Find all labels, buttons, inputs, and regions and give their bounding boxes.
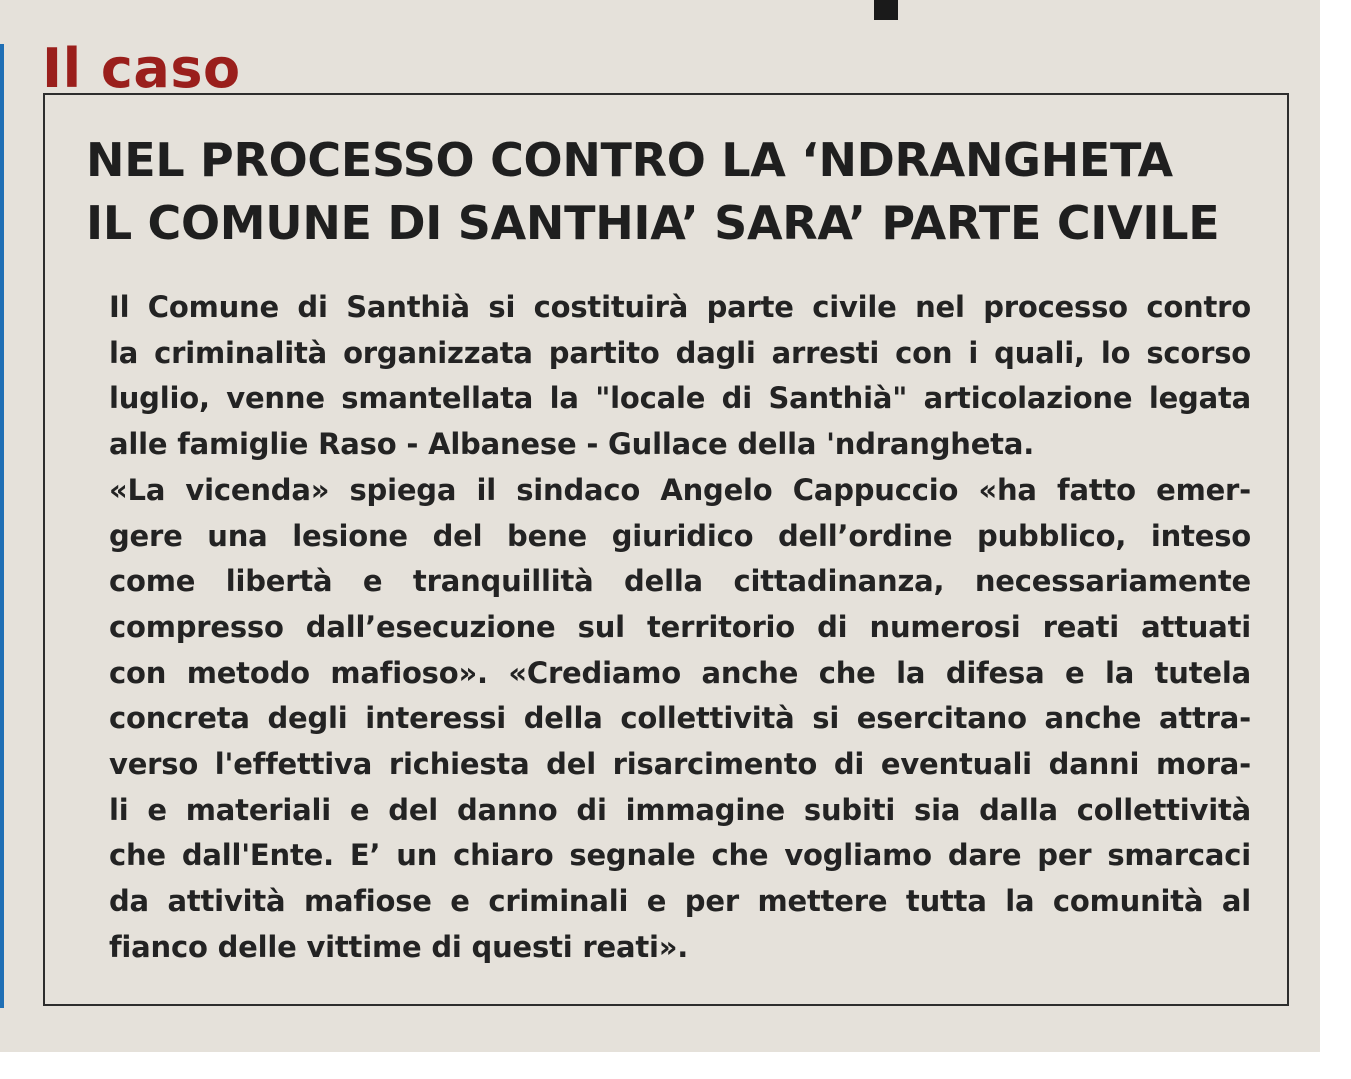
body-line: alle famiglie Raso - Albanese - Gullace della 'ndrangheta. <box>109 427 1035 462</box>
body-line: gere una lesione del bene giuridico dell’ordine pubblico, inteso <box>109 518 1251 553</box>
body-line: «La vicenda» spiega il sindaco Angelo Cappuccio «ha fatto emer- <box>109 472 1251 507</box>
article-headline <box>86 129 1219 255</box>
column-rule <box>0 44 4 1008</box>
body-line: compresso dall’esecuzione sul territorio di numerosi reati attuati <box>109 609 1251 644</box>
body-line: luglio, venne smantellata la "locale di Santhià" articolazione legata <box>109 381 1251 416</box>
body-line: che dall'Ente. E’ un chiaro segnale che vogliamo dare per smarcaci <box>109 838 1251 873</box>
headline-line: IL COMUNE DI SANTHIA’ SARA’ PARTE CIVILE <box>86 196 1220 250</box>
body-line: li e materiali e del danno di immagine subiti sia dalla collettività <box>109 792 1251 827</box>
section-kicker: Il caso <box>42 37 241 100</box>
body-line: la criminalità organizzata partito dagli arresti con i quali, lo scorso <box>109 335 1251 370</box>
body-line: con metodo mafioso». «Crediamo anche che la difesa e la tutela <box>109 655 1251 690</box>
body-line: verso l'effettiva richiesta del risarcimento di eventuali danni mora- <box>109 747 1251 782</box>
body-line: Il Comune di Santhià si costituirà parte civile nel processo contro <box>109 290 1251 324</box>
headline-line: NEL PROCESSO CONTRO LA ‘NDRANGHETA <box>86 133 1173 187</box>
top-edge-mark <box>874 0 898 20</box>
body-line: concreta degli interessi della collettività si esercitano anche attra- <box>109 701 1251 736</box>
body-line: fianco delle vittime di questi reati». <box>109 929 689 964</box>
article-box <box>43 93 1289 1006</box>
body-line: da attività mafiose e criminali e per mettere tutta la comunità al <box>109 884 1251 919</box>
article-body <box>109 285 1251 971</box>
body-line: come libertà e tranquillità della cittadinanza, necessariamente <box>109 564 1251 599</box>
